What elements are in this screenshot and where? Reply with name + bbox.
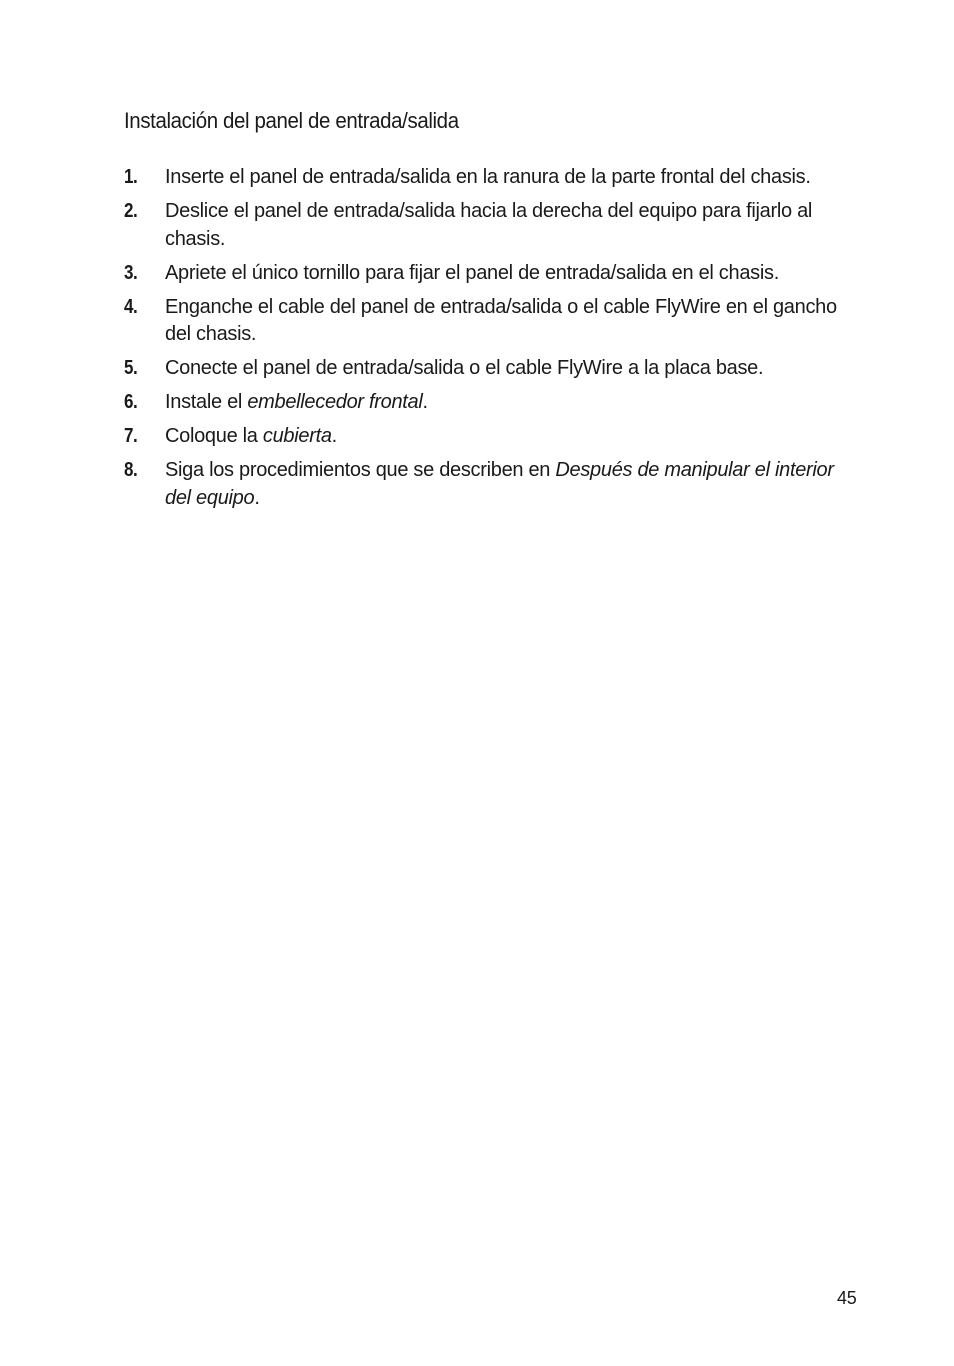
- step-text: [165, 260, 854, 288]
- step-text: [165, 355, 854, 383]
- step-number: 2.: [124, 200, 138, 222]
- step-text: [165, 198, 854, 253]
- step-item: [124, 198, 854, 253]
- step-text: [165, 294, 854, 349]
- step-item: [124, 164, 854, 192]
- step-text-part: Deslice el panel de entrada/salida hacia la derecha del equipo para fijarlo al chasis.: [165, 200, 813, 250]
- step-item: [124, 355, 854, 383]
- step-text-part: .: [331, 425, 337, 447]
- procedure-steps: [124, 164, 854, 519]
- cross-reference-link[interactable]: Después de manipular el interior del equipo: [165, 459, 834, 509]
- step-number: 3.: [124, 261, 138, 284]
- step-text-part: Enganche el cable del panel de entrada/salida o el cable FlyWire en el gancho del chasis.: [165, 295, 837, 345]
- step-number: 8.: [124, 459, 138, 481]
- step-text-part: Instale el: [165, 391, 248, 413]
- step-number: 5.: [124, 357, 138, 379]
- step-item: [124, 294, 854, 349]
- step-item: [124, 457, 854, 512]
- step-text: [165, 423, 854, 451]
- cross-reference-link[interactable]: cubierta: [262, 425, 332, 447]
- step-number: 7.: [124, 425, 138, 447]
- step-text-part: Apriete el único tornillo para fijar el panel de entrada/salida en el chasis.: [165, 261, 779, 284]
- step-number: 6.: [124, 391, 138, 413]
- step-item: [124, 423, 854, 451]
- page-number: 45: [837, 1288, 857, 1308]
- step-text: [165, 164, 854, 192]
- step-number: 1.: [124, 166, 138, 188]
- step-text-part: .: [254, 486, 260, 509]
- step-number: 4.: [124, 295, 138, 318]
- step-text-part: Coloque la: [165, 425, 263, 447]
- step-text-part: Conecte el panel de entrada/salida o el cable FlyWire a la placa base.: [165, 357, 764, 379]
- step-text: [165, 457, 854, 512]
- step-text: [165, 389, 854, 417]
- step-item: [124, 389, 854, 417]
- step-text-part: .: [422, 391, 428, 413]
- step-item: [124, 260, 854, 288]
- step-text-part: Inserte el panel de entrada/salida en la ranura de la parte frontal del chasis.: [165, 166, 811, 188]
- step-text-part: Siga los procedimientos que se describen en: [165, 459, 556, 481]
- cross-reference-link[interactable]: embellecedor frontal: [247, 391, 423, 413]
- page-title: Instalación del panel de entrada/salida: [124, 108, 459, 133]
